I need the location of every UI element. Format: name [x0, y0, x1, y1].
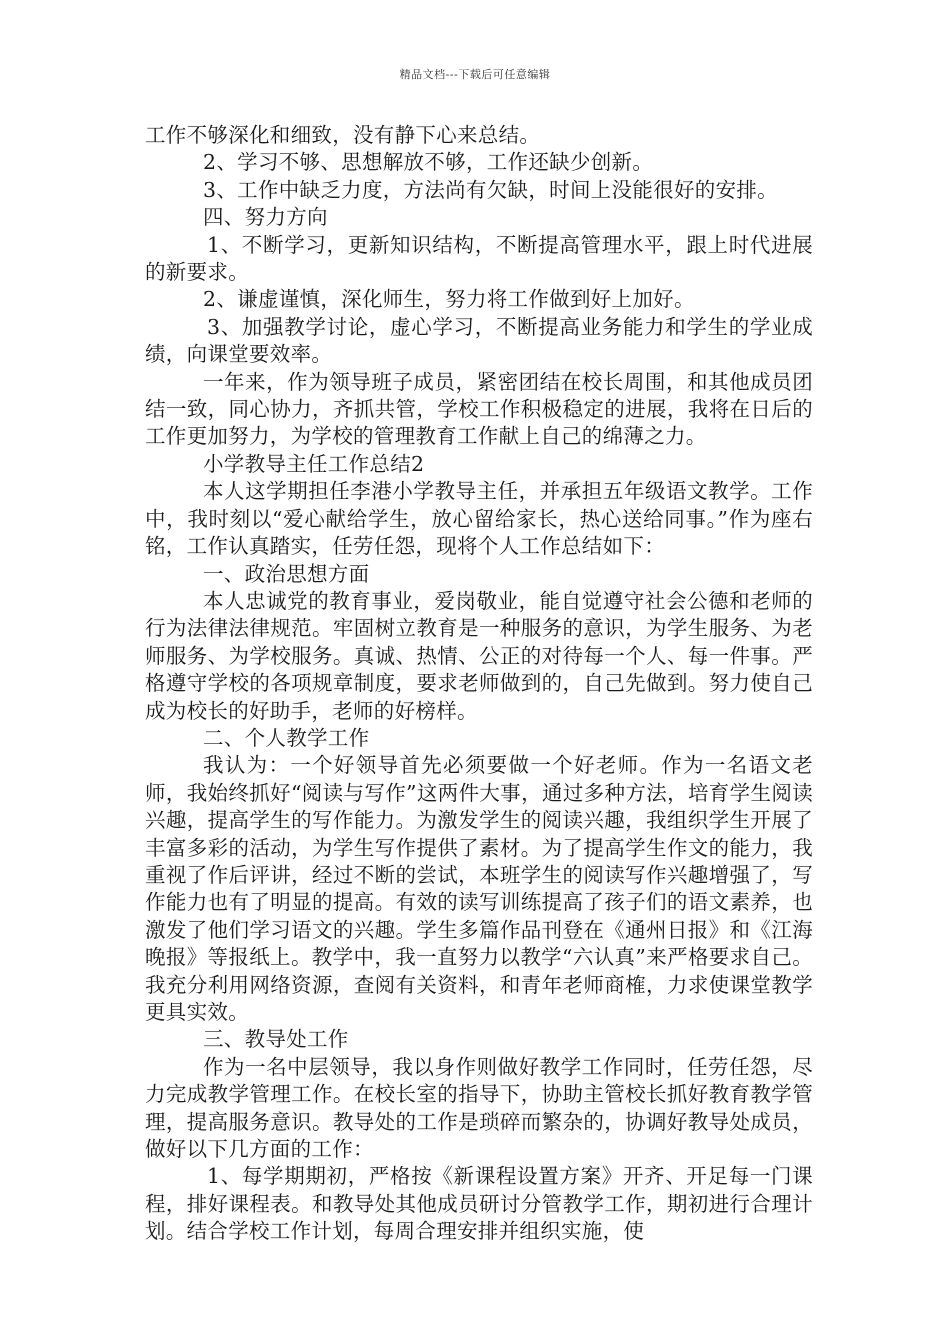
document-title: 小学教导主任工作总结2 — [203, 451, 425, 476]
section-heading: 三、教导处工作 — [203, 1027, 349, 1052]
paragraph: 本人这学期担任李港小学教导主任，并承担五年级语文教学。工作中，我时刻以“爱心献给学生，放心留给家长，热心送给同事。”作为座右铭，工作认真踏实，任劳任怨，现将个人工作总结如下： — [145, 479, 813, 559]
page-header: 精品文档---下载后可任意编辑 — [399, 68, 551, 81]
paragraph: 2、谦虚谨慎，深化师生，努力将工作做到好上加好。 — [203, 287, 695, 312]
paragraph: 3、工作中缺乏力度，方法尚有欠缺，时间上没能很好的安排。 — [203, 177, 778, 202]
paragraph: 我认为：一个好领导首先必须要做一个好老师。作为一名语文老师，我始终抓好“阅读与写作”这两件大事，通过多种方法，培育学生阅读兴趣，提高学生的写作能力。为激发学生的阅读兴趣，我组织学生开展了丰富多彩的活动，为学生写作提供了素材。为了提高学生作文的能力，我重视了作后评讲，经过不断的尝试，本班学生的阅读写作兴趣增强了，写作能力也有了明显的提高。有效的读写训练提高了孩子们的语文素养，也激发了他们学习语文的兴趣。学生多篇作品刊登在《通州日报》和《江海晚报》等报纸上。教学中，我一直努力以教学“六认真”来严格要求自己。我充分利用网络资源，查阅有关资料，和青年老师商榷，力求使课堂教学更具实效。 — [145, 753, 813, 1024]
paragraph: 1、不断学习，更新知识结构，不断提高管理水平，跟上时代进展的新要求。 — [145, 232, 813, 285]
paragraph: 2、学习不够、思想解放不够，工作还缺少创新。 — [203, 150, 654, 175]
paragraph: 1、每学期期初，严格按《新课程设置方案》开齐、开足每一门课程，排好课程表。和教导处其他成员研讨分管教学工作，期初进行合理计划。结合学校工作计划，每周合理安排并组织实施，使 — [145, 1164, 813, 1244]
paragraph: 3、加强教学讨论，虚心学习，不断提高业务能力和学生的学业成绩，向课堂要效率。 — [145, 314, 813, 367]
paragraph: 工作不够深化和细致，没有静下心来总结。 — [145, 123, 541, 147]
paragraph: 一年来，作为领导班子成员，紧密团结在校长周围，和其他成员团结一致，同心协力，齐抓共管，学校工作积极稳定的进展，我将在日后的工作更加努力，为学校的管理教育工作献上自己的绵薄之力。 — [145, 369, 813, 449]
section-heading: 一、政治思想方面 — [203, 561, 370, 586]
paragraph: 作为一名中层领导，我以身作则做好教学工作同时，任劳任怨，尽力完成教学管理工作。在校长室的指导下，协助主管校长抓好教育教学管理，提高服务意识。教导处的工作是琐碎而繁杂的，协调好教导处成员，做好以下几方面的工作： — [145, 1054, 813, 1162]
paragraph: 本人忠诚党的教育事业，爱岗敬业，能自觉遵守社会公德和老师的行为法律法律规范。牢固树立教育是一种服务的意识，为学生服务、为老师服务、为学校服务。真诚、热情、公正的对待每一个人、每一件事。严格遵守学校的各项规章制度，要求老师做到的，自己先做到。努力使自己成为校长的好助手，老师的好榜样。 — [145, 588, 813, 723]
section-heading: 四、努力方向 — [203, 205, 328, 230]
document-body — [145, 122, 813, 1246]
section-heading: 二、个人教学工作 — [203, 725, 370, 750]
